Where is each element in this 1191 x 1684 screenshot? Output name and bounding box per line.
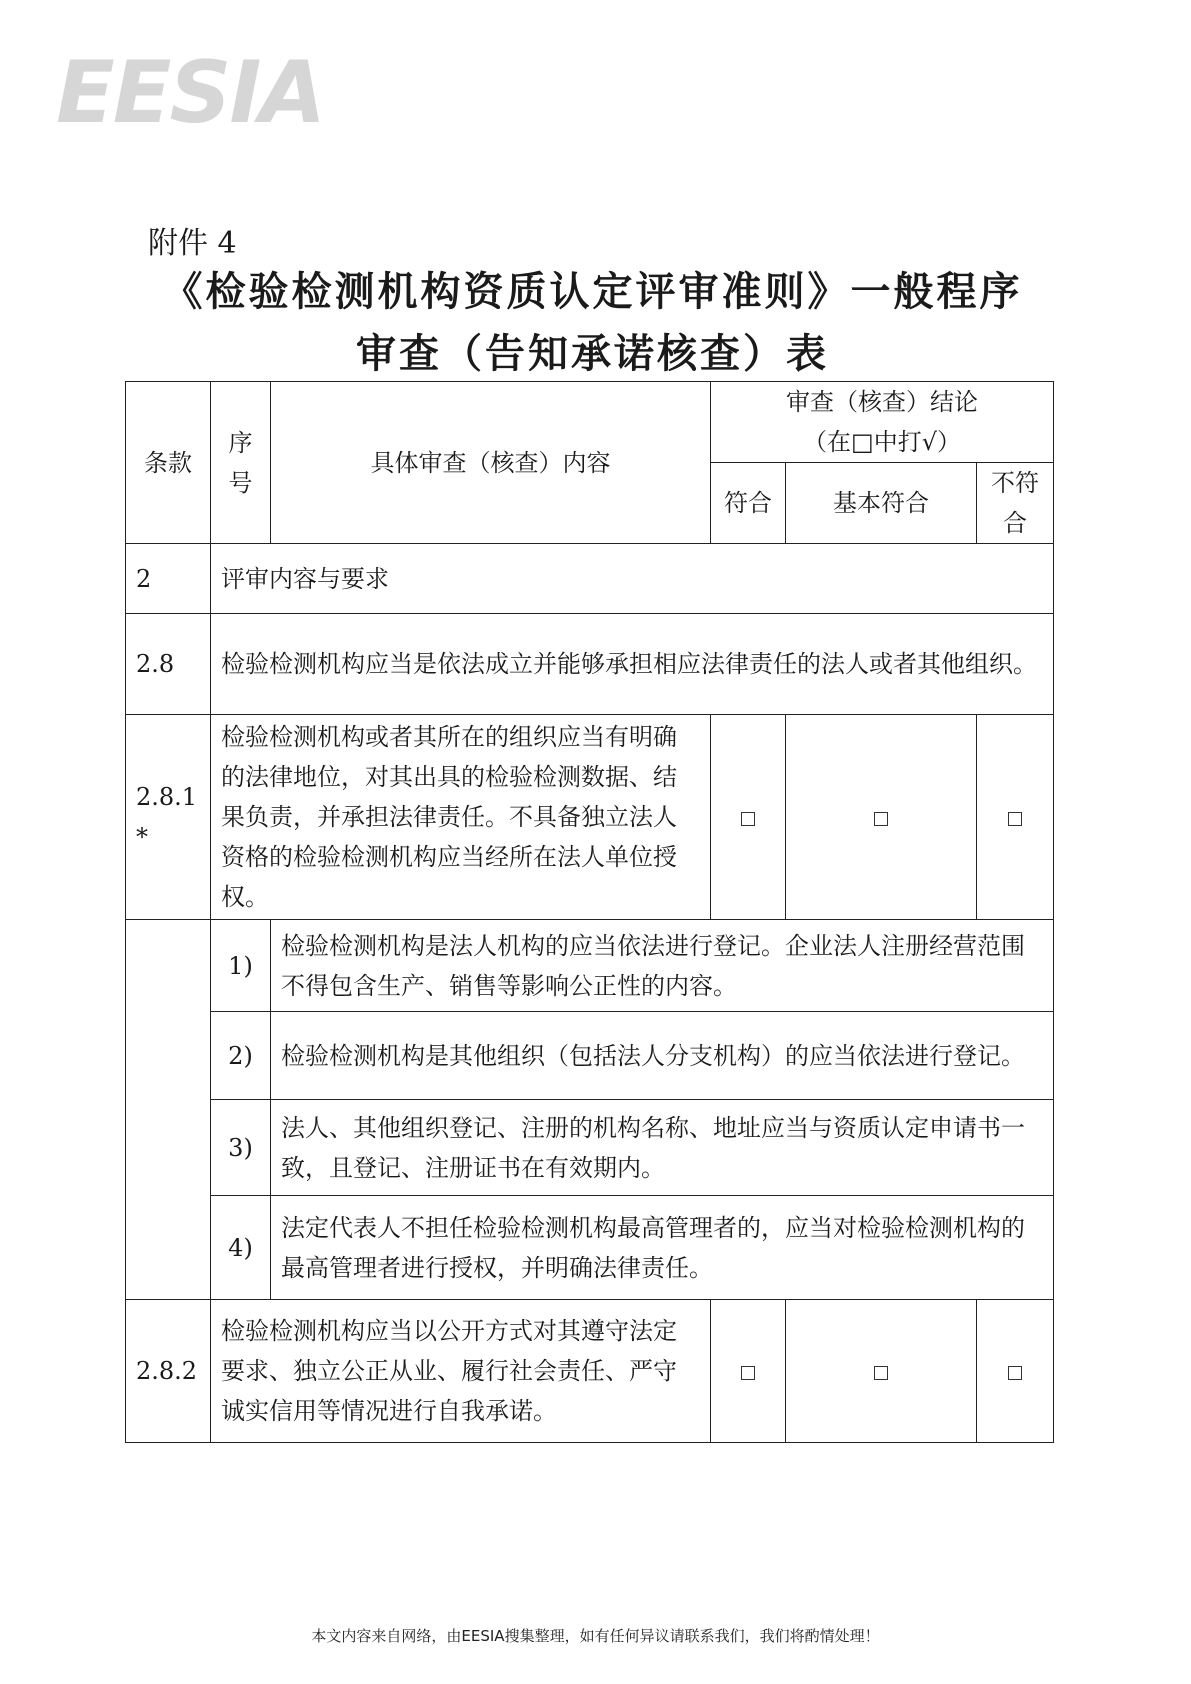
sub-item-row bbox=[126, 1012, 1054, 1100]
row-content: 评审内容与要求 bbox=[211, 544, 1054, 614]
not-conform-checkbox[interactable] bbox=[1008, 1366, 1022, 1380]
basic-conform-cell[interactable] bbox=[786, 1300, 977, 1443]
row-content: 检验检测机构应当是依法成立并能够承担相应法律责任的法人或者其他组织。 bbox=[211, 614, 1054, 715]
sub-item-row bbox=[126, 1100, 1054, 1196]
header-row bbox=[126, 382, 1054, 463]
row-content: 检验检测机构或者其所在的组织应当有明确的法律地位，对其出具的检验检测数据、结果负责，并承担法律责任。不具备独立法人资格的检验检测机构应当经所在法人单位授权。 bbox=[211, 715, 711, 920]
table-row bbox=[126, 614, 1054, 715]
table-row bbox=[126, 715, 1054, 920]
footer-note: 本文内容来自网络，由EESIA搜集整理，如有任何异议请联系我们，我们将酌情处理！ bbox=[311, 1627, 880, 1645]
document-title-line1: 《检验检测机构资质认定评审准则》一般程序 bbox=[162, 269, 1023, 315]
header-clause: 条款 bbox=[126, 382, 211, 544]
sub-item-row bbox=[126, 1196, 1054, 1300]
conform-checkbox[interactable] bbox=[741, 1366, 755, 1380]
table-row bbox=[126, 544, 1054, 614]
clause-number: 2.8.1 * bbox=[126, 715, 211, 920]
clause-number: 2 bbox=[126, 544, 211, 614]
sub-item-seq: 3) bbox=[211, 1100, 271, 1196]
header-conclusion-title: 审查（核查）结论 bbox=[786, 388, 978, 416]
conform-cell[interactable] bbox=[711, 715, 786, 920]
not-conform-cell[interactable] bbox=[977, 1300, 1054, 1443]
basic-conform-cell[interactable] bbox=[786, 715, 977, 920]
clause-number: 2.8.2 bbox=[126, 1300, 211, 1443]
sub-item-content: 检验检测机构是法人机构的应当依法进行登记。企业法人注册经营范围不得包含生产、销售等影响公正性的内容。 bbox=[271, 920, 1054, 1012]
row-content: 检验检测机构应当以公开方式对其遵守法定要求、独立公正从业、履行社会责任、严守诚实信用等情况进行自我承诺。 bbox=[211, 1300, 711, 1443]
basic-conform-checkbox[interactable] bbox=[874, 812, 888, 826]
document-title-line2: 审查（告知承诺核查）表 bbox=[356, 331, 829, 377]
clause-number: 2.8 bbox=[126, 614, 211, 715]
conform-checkbox[interactable] bbox=[741, 812, 755, 826]
not-conform-checkbox[interactable] bbox=[1008, 812, 1022, 826]
review-table bbox=[125, 381, 1054, 1443]
header-conform: 符合 bbox=[711, 463, 786, 544]
sub-item-row bbox=[126, 920, 1054, 1012]
conform-cell[interactable] bbox=[711, 1300, 786, 1443]
header-basic-conform: 基本符合 bbox=[786, 463, 977, 544]
sub-item-seq: 1) bbox=[211, 920, 271, 1012]
basic-conform-checkbox[interactable] bbox=[874, 1366, 888, 1380]
sub-item-content: 法人、其他组织登记、注册的机构名称、地址应当与资质认定申请书一致，且登记、注册证书在有效期内。 bbox=[271, 1100, 1054, 1196]
header-conclusion bbox=[711, 382, 1054, 463]
table-row bbox=[126, 1300, 1054, 1443]
eesia-logo: EESIA bbox=[56, 43, 324, 143]
not-conform-cell[interactable] bbox=[977, 715, 1054, 920]
sub-item-seq: 4) bbox=[211, 1196, 271, 1300]
header-conclusion-hint: （在□中打√） bbox=[803, 428, 961, 456]
attachment-label: 附件 4 bbox=[148, 226, 237, 261]
sub-item-content: 检验检测机构是其他组织（包括法人分支机构）的应当依法进行登记。 bbox=[271, 1012, 1054, 1100]
header-not-conform: 不符合 bbox=[977, 463, 1054, 544]
sub-item-content: 法定代表人不担任检验检测机构最高管理者的，应当对检验检测机构的最高管理者进行授权，并明确法律责任。 bbox=[271, 1196, 1054, 1300]
clause-number-empty bbox=[126, 920, 211, 1300]
header-seq: 序号 bbox=[211, 382, 271, 544]
sub-item-seq: 2) bbox=[211, 1012, 271, 1100]
header-content: 具体审查（核查）内容 bbox=[271, 382, 711, 544]
